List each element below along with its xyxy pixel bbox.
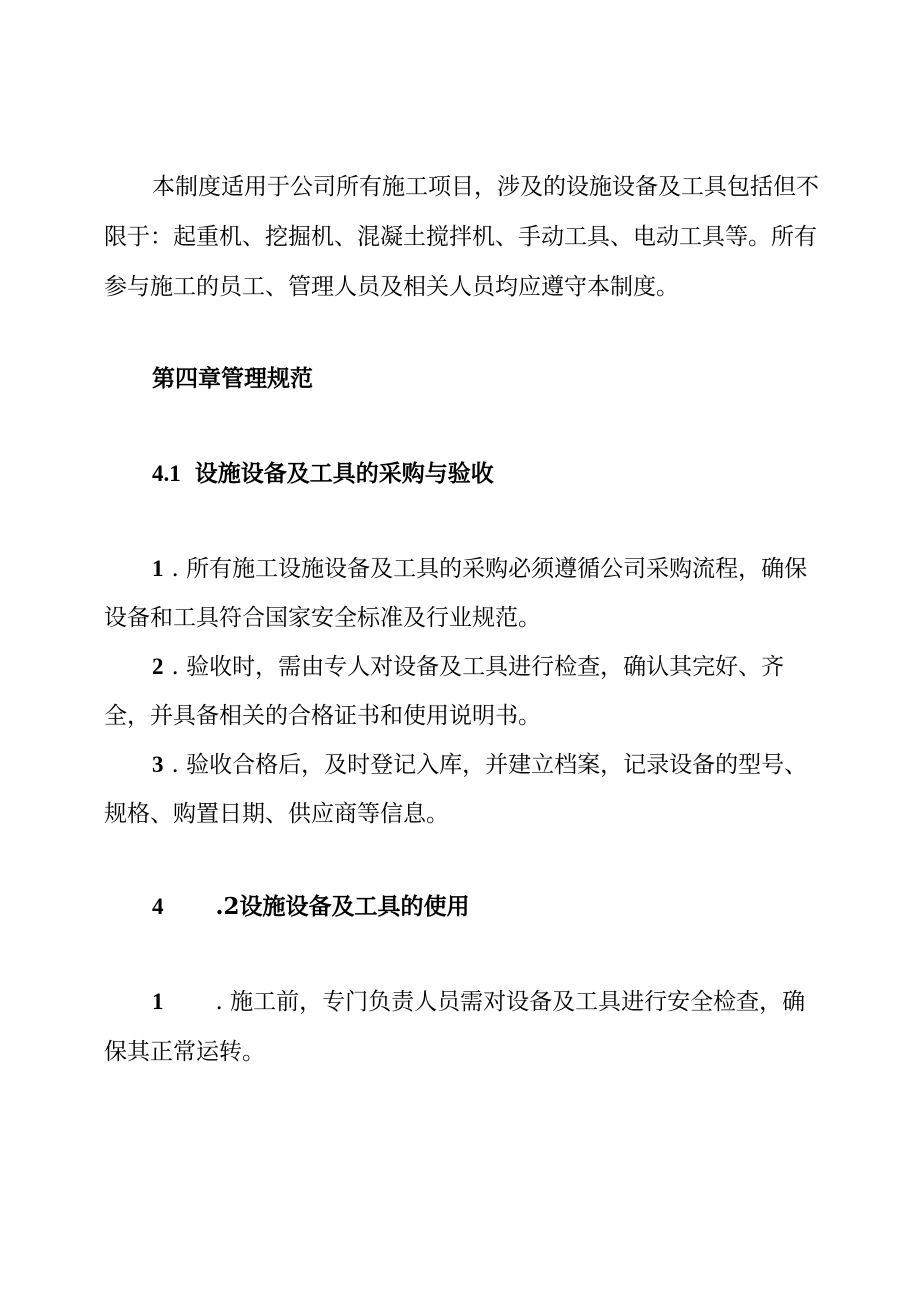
section-4-1-heading (152, 459, 494, 489)
section-number: 4 (152, 894, 164, 919)
intro-line-1: 本制度适用于公司所有施工项目，涉及的设施设备及工具包括但不 (152, 174, 819, 200)
chapter-heading: 第四章管理规范 (152, 365, 313, 392)
list-item-2-line-2: 全，并具备相关的合格证书和使用说明书。 (104, 703, 541, 729)
intro-line-3: 参与施工的员工、管理人员及相关人员均应遵守本制度。 (104, 274, 679, 300)
list-item-text: . 所有施工设施设备及工具的采购必须遵循公司采购流程，确保 (171, 556, 808, 582)
list-item-1-line-1 (152, 554, 807, 584)
list-item-text: . 验收时，需由专人对设备及工具进行检查，确认其完好、齐 (171, 654, 785, 680)
list-item-1-line-2: 设备和工具符合国家安全标准及行业规范。 (104, 605, 541, 631)
section-4-2-item-1-line-1 (152, 987, 805, 1017)
list-item-text: . 施工前，专门负责人员需对设备及工具进行安全检查，确 (215, 989, 806, 1015)
section-title: .2设施设备及工具的使用 (215, 893, 470, 920)
list-item-number: 1 (152, 556, 164, 581)
list-item-text: . 验收合格后，及时登记入库，并建立档案，记录设备的型号、 (171, 752, 808, 778)
section-4-2-heading (152, 892, 470, 922)
list-item-2-line-1 (152, 652, 784, 682)
list-item-3-line-1 (152, 750, 807, 780)
intro-line-2: 限于：起重机、挖掘机、混凝土搅拌机、手动工具、电动工具等。所有 (104, 224, 817, 250)
list-item-3-line-2: 规格、购置日期、供应商等信息。 (104, 801, 449, 827)
section-title: 设施设备及工具的采购与验收 (194, 460, 494, 487)
section-number: 4.1 (152, 461, 181, 486)
list-item-number: 1 (152, 989, 164, 1014)
section-4-2-item-1-line-2: 保其正常运转。 (104, 1039, 265, 1065)
list-item-number: 2 (152, 654, 164, 679)
list-item-number: 3 (152, 752, 164, 777)
